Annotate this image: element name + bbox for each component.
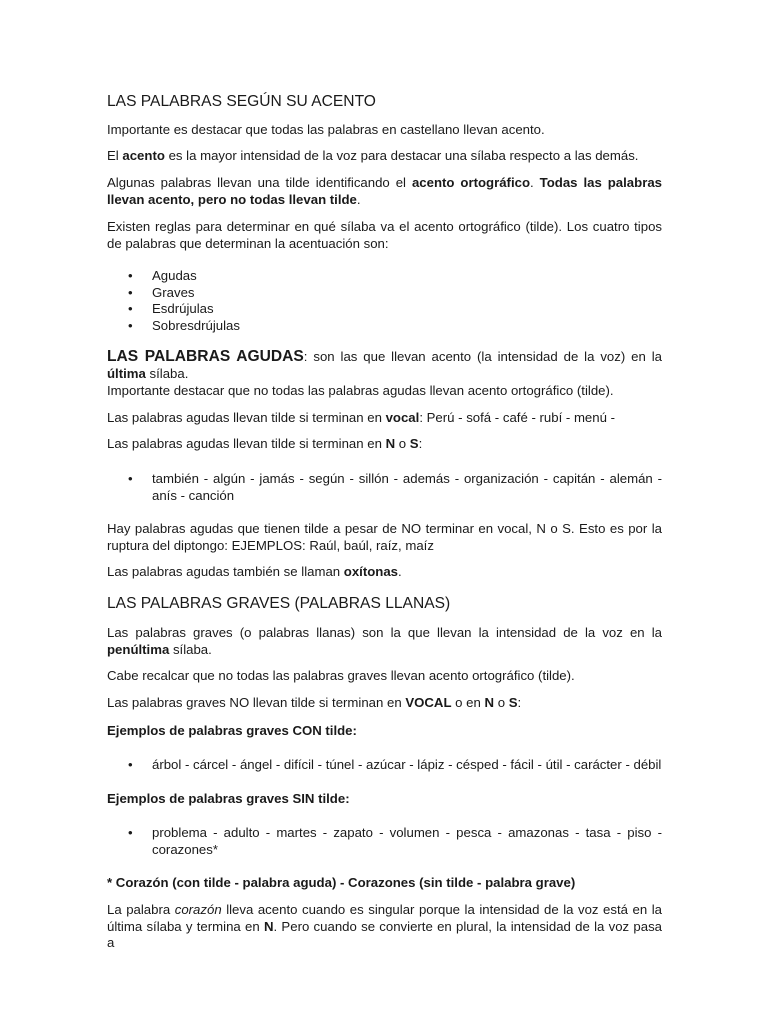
paragraph-oxitonas: Las palabras agudas también se llaman oxítonas. — [107, 564, 402, 579]
bullet-icon: • — [128, 268, 133, 283]
section-title-graves: LAS PALABRAS GRAVES (PALABRAS LLANAS) — [107, 595, 451, 612]
bullet-icon: • — [128, 284, 133, 300]
corazon-heading: * Corazón (con tilde - palabra aguda) - Corazones (sin tilde - palabra grave) — [107, 875, 576, 890]
graves-sin-tilde-heading: Ejemplos de palabras graves SIN tilde: — [107, 791, 350, 806]
paragraph-acento-definition: El acento es la mayor intensidad de la voz para destacar una sílaba respecto a las demás. — [107, 148, 639, 163]
paragraph-intro: Importante es destacar que todas las palabras en castellano llevan acento. — [107, 122, 545, 137]
graves-con-tilde-list — [107, 757, 662, 774]
list-item: • problema - adulto - martes - zapato - volumen - pesca - amazonas - tasa - piso - corazones* — [128, 825, 662, 857]
agudas-examples-list — [107, 471, 662, 504]
paragraph-diptongo: Hay palabras agudas que tienen tilde a pesar de NO terminar en vocal, N o S. Esto es por la ruptura del diptongo: EJEMPLOS: Raúl, baúl, raíz, maíz — [107, 521, 662, 553]
bullet-icon: • — [128, 471, 133, 486]
graves-con-tilde-heading: Ejemplos de palabras graves CON tilde: — [107, 723, 357, 738]
paragraph-graves-note: Cabe recalcar que no todas las palabras graves llevan acento ortográfico (tilde). — [107, 668, 575, 683]
paragraph-acento-ortografico: Algunas palabras llevan una tilde identificando el acento ortográfico. Todas las palabras llevan acento, pero no todas llevan tilde. — [107, 175, 662, 207]
list-item: • también - algún - jamás - según - sillón - además - organización - capitán - alemán - anís - canción — [128, 471, 662, 503]
paragraph-corazon: La palabra corazón lleva acento cuando es singular porque la intensidad de la voz está en la última sílaba y termina en N. Pero cuando se convierte en plural, la intensidad de la voz pasa a — [107, 902, 662, 950]
paragraph-agudas-intro: LAS PALABRAS AGUDAS: son las que llevan acento (la intensidad de la voz) en la última sílaba. — [107, 348, 662, 381]
bullet-icon: • — [128, 825, 133, 840]
list-item: • Esdrújulas — [128, 301, 214, 316]
paragraph-graves-rule: Las palabras graves NO llevan tilde si terminan en VOCAL o en N o S: — [107, 695, 522, 710]
list-item: • Sobresdrújulas — [128, 317, 240, 333]
bullet-icon: • — [128, 301, 133, 316]
bullet-icon: • — [128, 757, 133, 772]
word-types-list — [107, 268, 662, 334]
paragraph-agudas-vocal: Las palabras agudas llevan tilde si terminan en vocal: Perú - sofá - café - rubí - menú - — [107, 410, 615, 425]
paragraph-reglas: Existen reglas para determinar en qué sílaba va el acento ortográfico (tilde). Los cuatro tipos de palabras que determinan la acentuación son: — [107, 219, 662, 251]
list-item: • Graves — [128, 284, 195, 300]
list-item: • árbol - cárcel - ángel - difícil - túnel - azúcar - lápiz - césped - fácil - útil - carácter - débil — [128, 757, 662, 772]
paragraph-graves-intro: Las palabras graves (o palabras llanas) son la que llevan la intensidad de la voz en la penúltima sílaba. — [107, 625, 662, 657]
paragraph-agudas-note: Importante destacar que no todas las palabras agudas llevan acento ortográfico (tilde). — [107, 383, 614, 398]
list-item: • Agudas — [128, 268, 197, 283]
paragraph-agudas-ns: Las palabras agudas llevan tilde si terminan en N o S: — [107, 436, 423, 451]
bullet-icon: • — [128, 317, 133, 333]
graves-sin-tilde-list — [107, 825, 662, 858]
section-title-acento: LAS PALABRAS SEGÚN SU ACENTO — [107, 93, 376, 110]
